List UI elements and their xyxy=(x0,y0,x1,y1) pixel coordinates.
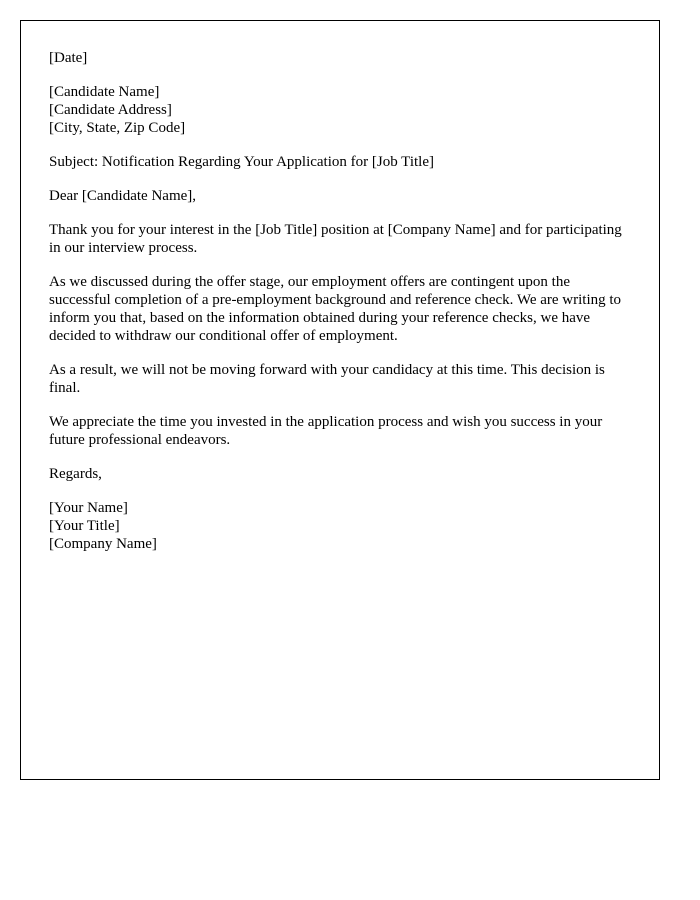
salutation-block xyxy=(49,187,634,205)
signature-title: [Your Title] xyxy=(49,518,120,534)
closing-block xyxy=(49,465,634,483)
recipient-block xyxy=(49,83,634,137)
signature-name: [Your Name] xyxy=(49,500,128,516)
signature-block xyxy=(49,499,634,553)
subject-block xyxy=(49,153,634,171)
date-block xyxy=(49,49,634,67)
paragraph-decision: As a result, we will not be moving forward with your candidacy at this time. This decision is final. xyxy=(49,362,605,396)
letter-date: [Date] xyxy=(49,50,88,66)
signature-company: [Company Name] xyxy=(49,536,157,552)
letter-salutation: Dear [Candidate Name], xyxy=(49,188,197,204)
letter-page xyxy=(20,20,660,780)
letter-body xyxy=(49,49,634,569)
recipient-name: [Candidate Name] xyxy=(49,84,160,100)
letter-closing: Regards, xyxy=(49,466,102,482)
letter-subject: Subject: Notification Regarding Your Application for [Job Title] xyxy=(49,154,434,170)
paragraph-appreciation: We appreciate the time you invested in the application process and wish you success in your future professional endeavors. xyxy=(49,414,603,448)
recipient-city-state-zip: [City, State, Zip Code] xyxy=(49,120,186,136)
paragraph-thanks: Thank you for your interest in the [Job Title] position at [Company Name] and for participating in our interview process. xyxy=(49,222,622,256)
paragraph-withdrawal: As we discussed during the offer stage, our employment offers are contingent upon the successful completion of a pre-employment background and reference check. We are writing to inform you that, based on the information obtained during your reference checks, we have decided to withdraw our conditional offer of employment. xyxy=(49,274,622,344)
recipient-address: [Candidate Address] xyxy=(49,102,172,118)
